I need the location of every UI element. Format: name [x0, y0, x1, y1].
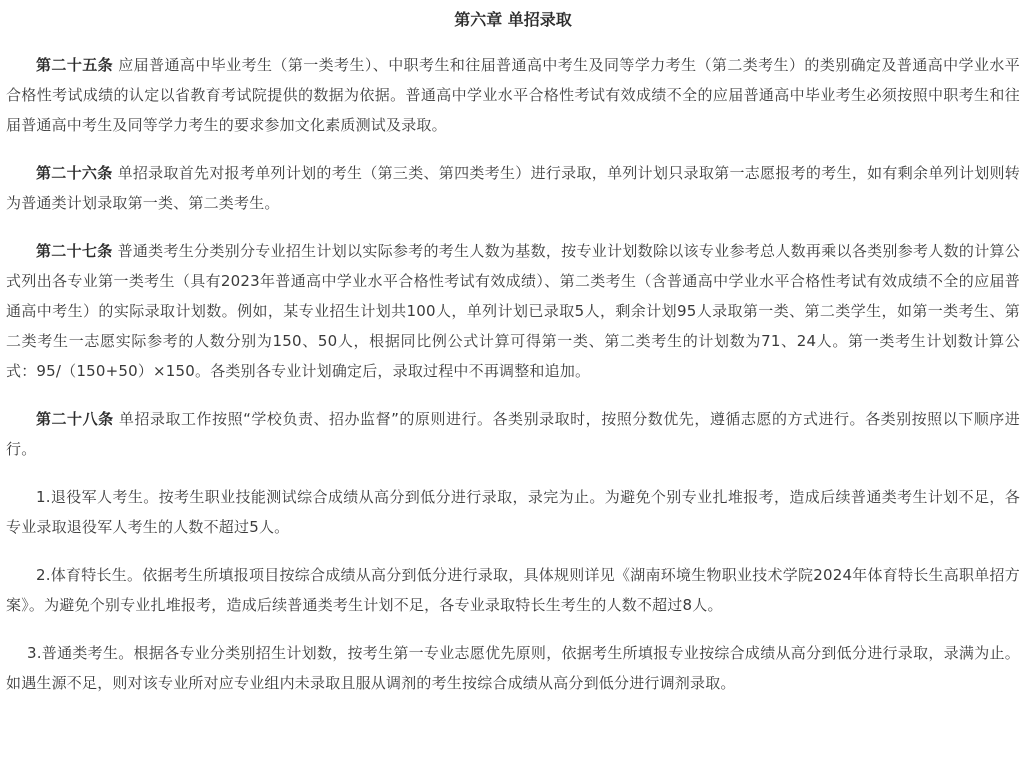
- list-item-sports: 2.体育特长生。依据考生所填报项目按综合成绩从高分到低分进行录取，具体规则详见《湖南环境生物职业技术学院2024年体育特长生高职单招方案》。为避免个别专业扎堆报考，造成后续普通类考生计划不足，各专业录取特长生考生的人数不超过8人。: [6, 566, 1020, 614]
- spacer: [6, 218, 1020, 236]
- spacer: [6, 386, 1020, 404]
- article-number: 第二十八条: [36, 410, 114, 428]
- article-27: [6, 236, 1020, 386]
- article-number: 第二十五条: [36, 56, 114, 74]
- list-item-veterans: 1.退役军人考生。按考生职业技能测试综合成绩从高分到低分进行录取，录完为止。为避免个别专业扎堆报考，造成后续普通类考生计划不足，各专业录取退役军人考生的人数不超过5人。: [6, 488, 1020, 536]
- article-text: 应届普通高中毕业考生（第一类考生）、中职考生和往届普通高中考生及同等学力考生（第二类考生）的类别确定及普通高中学业水平合格性考试成绩的认定以省教育考试院提供的数据为依据。普通高中学业水平合格性考试有效成绩不全的应届普通高中毕业考生必须按照中职考生和往届普通高中考生及同等学力考生的要求参加文化素质测试及录取。: [6, 56, 1020, 134]
- spacer: [6, 464, 1020, 482]
- article-25: [6, 50, 1020, 140]
- spacer: [6, 620, 1020, 638]
- article-text: 单招录取工作按照“学校负责、招办监督”的原则进行。各类别录取时，按照分数优先，遵循志愿的方式进行。各类别按照以下顺序进行。: [6, 410, 1020, 458]
- article-number: 第二十七条: [36, 242, 113, 260]
- chapter-title: 第六章 单招录取: [454, 10, 572, 29]
- article-text: 普通类考生分类别分专业招生计划以实际参考的考生人数为基数，按专业计划数除以该专业参考总人数再乘以各类别参考人数的计算公式列出各专业第一类考生（具有2023年普通高中学业水平合格性考试有效成绩）、第二类考生（含普通高中学业水平合格性考试有效成绩不全的应届普通高中考生）的实际录取计划数。例如，某专业招生计划共100人，单列计划已录取5人，剩余计划95人录取第一类、第二类学生，如第一类考生、第二类考生一志愿实际参考的人数分别为150、50人，根据同比例公式计算可得第一类、第二类考生的计划数为71、24人。第一类考生计划数计算公式：95/（150+50）×150。各类别各专业计划确定后，录取过程中不再调整和追加。: [6, 242, 1020, 380]
- article-28: [6, 404, 1020, 464]
- spacer: [6, 542, 1020, 560]
- spacer: [6, 36, 1020, 50]
- list-item-general: 3.普通类考生。根据各专业分类别招生计划数，按考生第一专业志愿优先原则，依据考生所填报专业按综合成绩从高分到低分进行录取，录满为止。如遇生源不足，则对该专业所对应专业组内未录取且服从调剂的考生按综合成绩从高分到低分进行调剂录取。: [6, 644, 1020, 692]
- article-text: 单招录取首先对报考单列计划的考生（第三类、第四类考生）进行录取，单列计划只录取第一志愿报考的考生，如有剩余单列计划则转为普通类计划录取第一类、第二类考生。: [6, 164, 1020, 212]
- spacer: [6, 140, 1020, 158]
- article-26: [6, 158, 1020, 218]
- article-number: 第二十六条: [36, 164, 113, 182]
